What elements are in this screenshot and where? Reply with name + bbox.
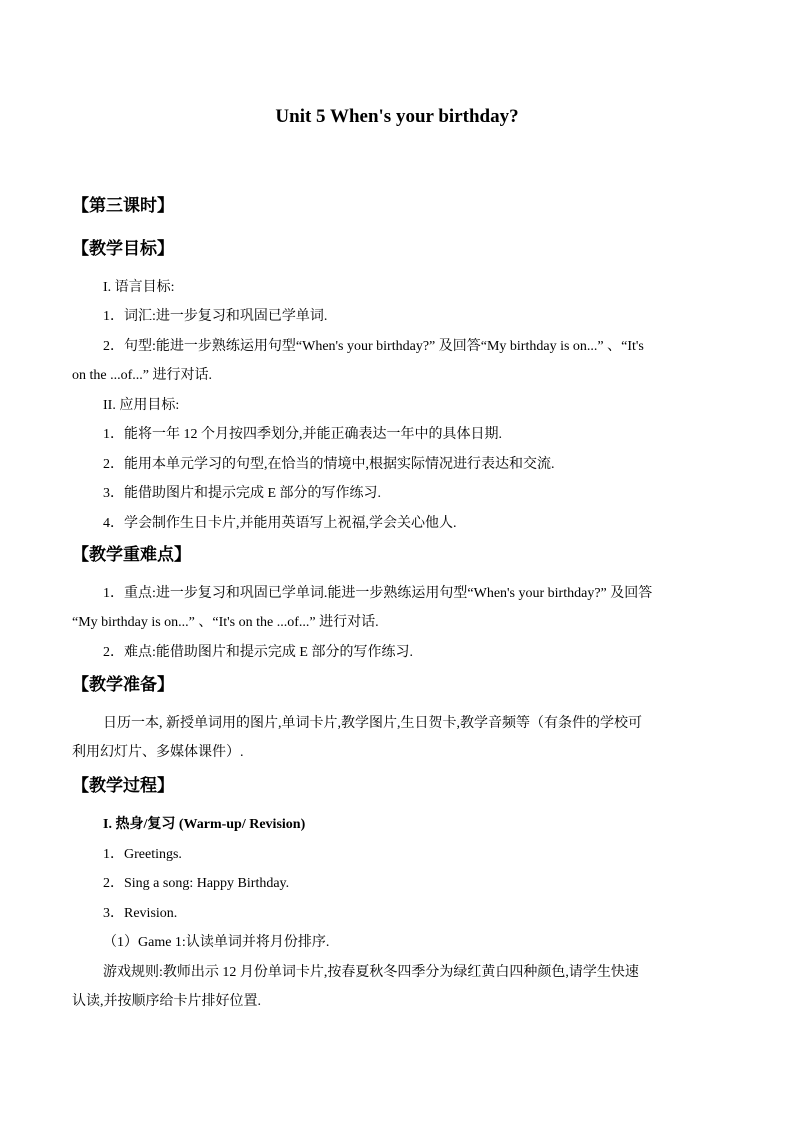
objective-item-continuation: on the ...of...” 进行对话. [72, 368, 212, 383]
objective-item: 1．能将一年 12 个月按四季划分,并能正确表达一年中的具体日期. [103, 427, 502, 442]
key-point-continuation: “My birthday is on...” 、“It's on the ...of...” 进行对话. [72, 615, 379, 630]
language-objectives-title: I. 语言目标: [103, 280, 175, 295]
lesson-heading: 【第三课时】 [72, 196, 174, 216]
objective-item: 2．能用本单元学习的句型,在恰当的情境中,根据实际情况进行表达和交流. [103, 457, 555, 472]
document-title: Unit 5 When's your birthday? [275, 106, 519, 127]
process-item: 2．Sing a song: Happy Birthday. [103, 876, 290, 891]
objective-item: 3．能借助图片和提示完成 E 部分的写作练习. [103, 486, 382, 501]
objective-item: 1．词汇:进一步复习和巩固已学单词. [103, 309, 328, 324]
process-item: 3．Revision. [103, 906, 178, 921]
process-item: 1．Greetings. [103, 847, 182, 862]
preparation-heading: 【教学准备】 [72, 675, 174, 695]
preparation-text: 日历一本, 新授单词用的图片,单词卡片,教学图片,生日贺卡,教学音频等（有条件的学校可 [103, 716, 642, 731]
game-rule-text: 游戏规则:教师出示 12 月份单词卡片,按春夏秋冬四季分为绿红黄白四种颜色,请学生快速 [103, 965, 639, 980]
preparation-text-continuation: 利用幻灯片、多媒体课件）. [72, 745, 244, 760]
game-rule-continuation: 认读,并按顺序给卡片排好位置. [72, 994, 261, 1009]
application-objectives-title: II. 应用目标: [103, 398, 180, 413]
objective-item: 2．句型:能进一步熟练运用句型“When's your birthday?” 及回答“My birthday is on...” 、“It's [103, 339, 644, 354]
key-point-item: 1．重点:进一步复习和巩固已学单词.能进一步熟练运用句型“When's your birthday?” 及回答 [103, 586, 653, 601]
objectives-heading: 【教学目标】 [72, 239, 174, 259]
process-heading: 【教学过程】 [72, 776, 174, 796]
warmup-section-title: I. 热身/复习 (Warm-up/ Revision) [103, 817, 306, 832]
objective-item: 4．学会制作生日卡片,并能用英语写上祝福,学会关心他人. [103, 516, 457, 531]
game-item: （1）Game 1:认读单词并将月份排序. [103, 935, 330, 950]
key-points-heading: 【教学重难点】 [72, 545, 191, 565]
key-point-item: 2．难点:能借助图片和提示完成 E 部分的写作练习. [103, 645, 413, 660]
